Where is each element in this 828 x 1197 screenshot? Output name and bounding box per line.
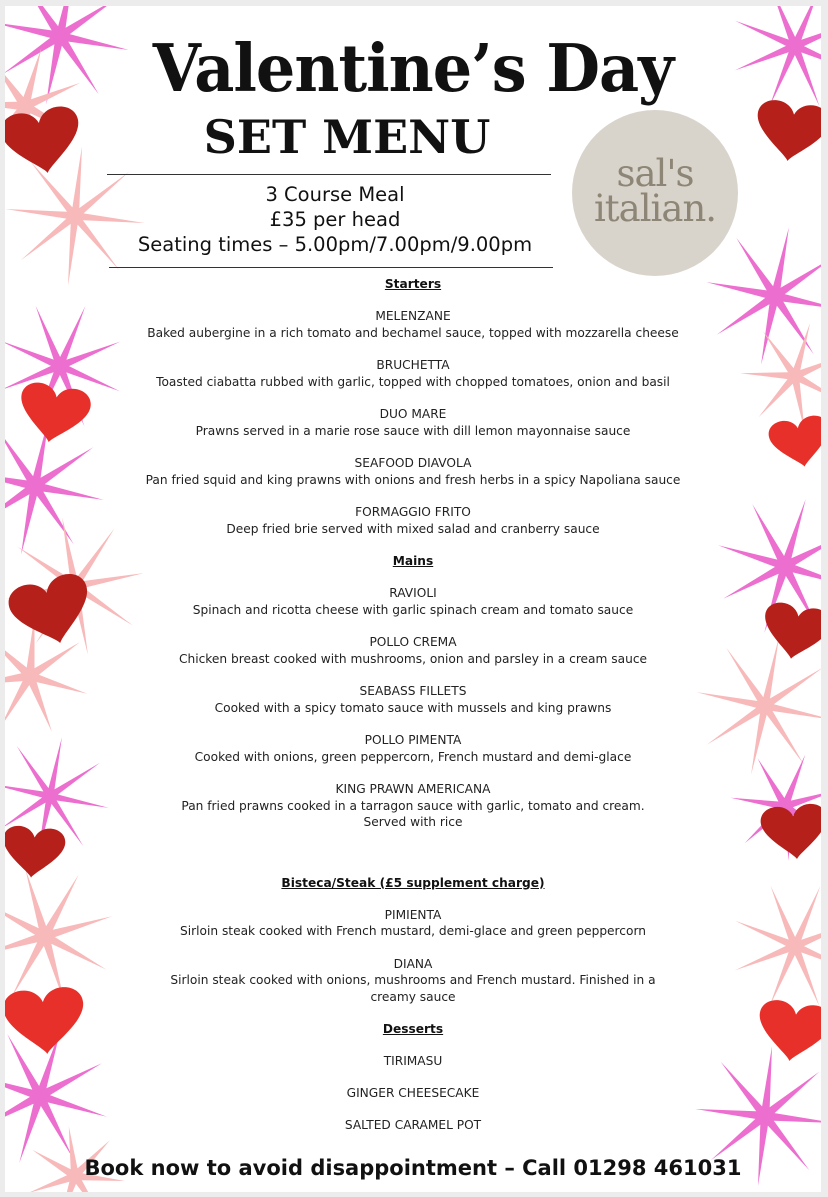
heart-icon <box>752 98 821 166</box>
intro-course: 3 Course Meal <box>265 183 405 206</box>
intro-block <box>107 182 563 257</box>
menu-item <box>95 406 731 439</box>
menu-item <box>95 308 731 341</box>
heart-icon <box>758 600 821 664</box>
item-description-cont: creamy sauce <box>370 989 456 1004</box>
item-name: DIANA <box>393 956 433 971</box>
item-description: Pan fried prawns cooked in a tarragon sauce with garlic, tomato and cream. <box>181 798 645 813</box>
dessert-item: GINGER CHEESECAKE <box>346 1086 480 1100</box>
heart-icon <box>14 380 93 448</box>
menu-item <box>95 732 731 765</box>
heart-icon <box>5 986 87 1058</box>
item-description: Toasted ciabatta rubbed with garlic, topped with chopped tomatoes, onion and basil <box>156 374 670 389</box>
logo-text <box>572 152 738 230</box>
dessert-item: SALTED CARAMEL POT <box>344 1118 482 1132</box>
page-subtitle: SET MENU <box>203 110 491 164</box>
item-description: Spinach and ricotta cheese with garlic spinach cream and tomato sauce <box>192 602 634 617</box>
booking-footer: Book now to avoid disappointment – Call 01298 461031 <box>84 1156 742 1180</box>
item-name: FORMAGGIO FRITO <box>355 505 471 519</box>
section-steak <box>95 875 731 1006</box>
section-heading: Mains <box>392 554 434 568</box>
star-burst-icon <box>5 417 104 554</box>
item-description: Deep fried brie served with mixed salad and cranberry sauce <box>226 521 600 536</box>
item-description: Cooked with a spicy tomato sauce with mussels and king prawns <box>214 700 612 715</box>
menu-item <box>95 956 731 1006</box>
item-description: Sirloin steak cooked with onions, mushrooms and French mustard. Finished in a <box>170 973 656 987</box>
item-name: KING PRAWN AMERICANA <box>335 782 491 796</box>
section-mains <box>95 553 731 831</box>
page-title: Valentine’s Day <box>152 30 674 107</box>
section-starters <box>95 276 731 537</box>
menu-item <box>95 634 731 667</box>
item-name: RAVIOLI <box>389 586 437 600</box>
item-name: POLLO PIMENTA <box>364 733 462 747</box>
divider-top <box>107 174 551 175</box>
item-description: Cooked with onions, green peppercorn, French mustard and demi-glace <box>194 749 632 764</box>
item-description: Prawns served in a marie rose sauce with dill lemon mayonnaise sauce <box>195 423 631 438</box>
item-description-cont: Served with rice <box>363 815 463 829</box>
item-name: DUO MARE <box>379 407 447 421</box>
item-name: BRUCHETTA <box>376 358 450 372</box>
item-name: SEAFOOD DIAVOLA <box>354 456 472 470</box>
item-name: POLLO CREMA <box>369 635 457 649</box>
item-name: PIMIENTA <box>384 907 442 922</box>
logo-line-2: italian. <box>593 187 717 230</box>
menu-item <box>95 504 731 537</box>
menu-item <box>95 781 731 831</box>
item-name: SEABASS FILLETS <box>359 684 467 698</box>
item-name: MELENZANE <box>375 309 451 323</box>
section-heading: Starters <box>384 277 442 291</box>
heart-icon <box>754 998 821 1066</box>
section-heading: Bisteca/Steak (£5 supplement charge) <box>281 875 545 890</box>
menu-item <box>95 455 731 488</box>
item-description: Pan fried squid and king prawns with onions and fresh herbs in a spicy Napoliana sauce <box>145 472 681 487</box>
star-burst-icon <box>735 886 821 1006</box>
menu-item <box>95 585 731 618</box>
menu-item <box>95 357 731 390</box>
star-burst-icon <box>5 1029 107 1163</box>
dessert-item: TIRIMASU <box>383 1054 443 1068</box>
divider-bottom <box>109 267 553 268</box>
section-desserts <box>95 1021 731 1133</box>
section-heading: Desserts <box>382 1022 444 1036</box>
logo-line-1: sal's <box>616 152 694 195</box>
intro-seating: Seating times – 5.00pm/7.00pm/9.00pm <box>137 233 533 256</box>
intro-price: £35 per head <box>269 208 401 231</box>
item-description: Sirloin steak cooked with French mustard, demi-glace and green peppercorn <box>180 924 646 938</box>
heart-icon <box>767 413 821 472</box>
menu-item <box>95 907 731 940</box>
item-description: Chicken breast cooked with mushrooms, onion and parsley in a cream sauce <box>178 651 648 666</box>
menu-item <box>95 683 731 716</box>
restaurant-logo <box>572 110 738 276</box>
star-burst-icon <box>740 323 821 430</box>
item-description: Baked aubergine in a rich tomato and bechamel sauce, topped with mozzarella cheese <box>147 325 679 340</box>
menu-content <box>95 276 731 1133</box>
heart-icon <box>5 825 66 881</box>
menu-page <box>5 6 821 1192</box>
